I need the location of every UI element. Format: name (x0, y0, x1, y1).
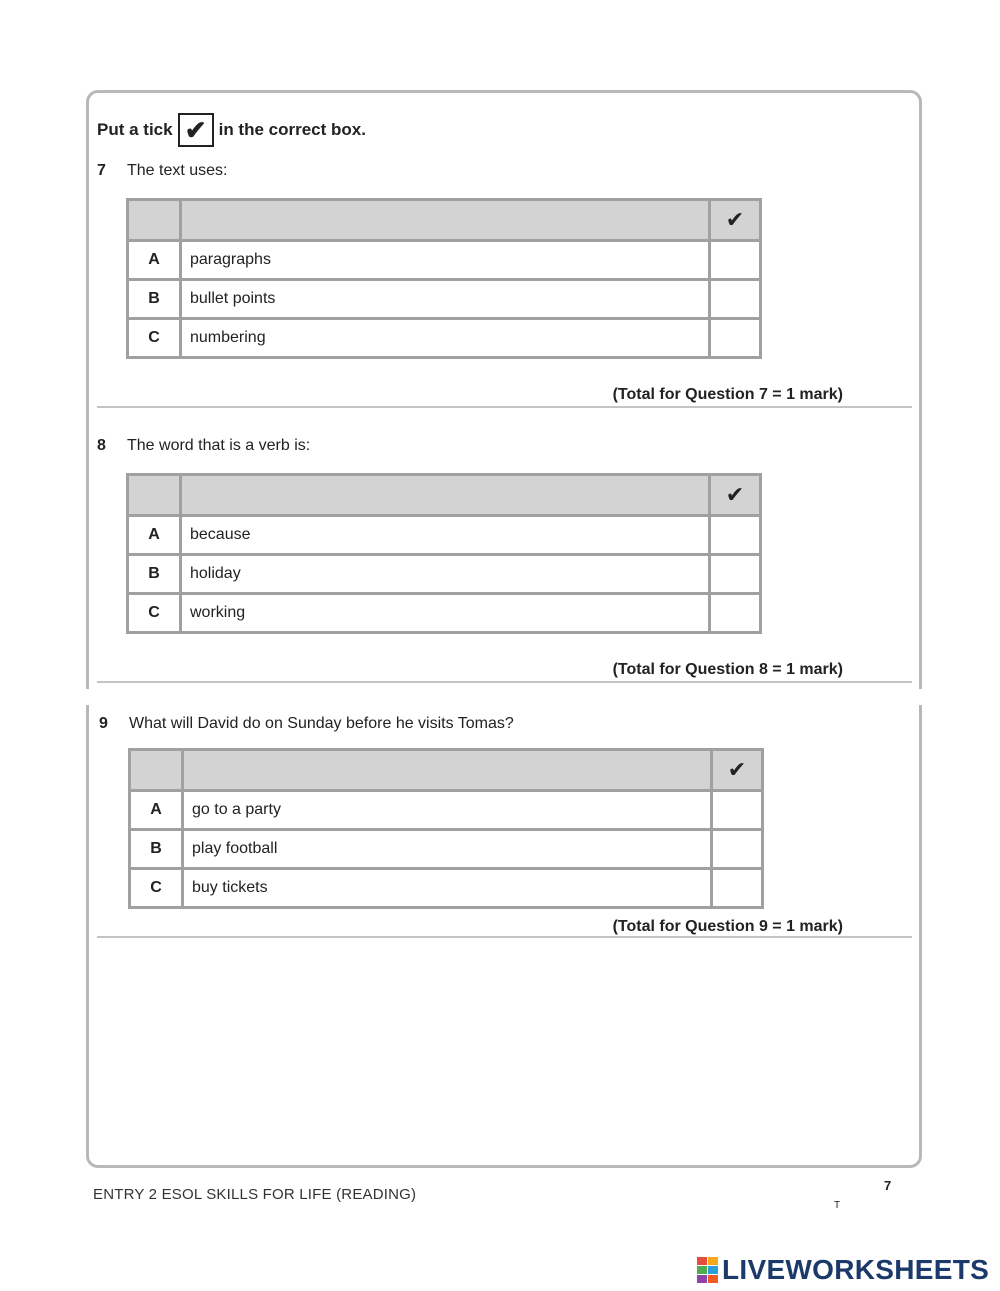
tick-box-8a[interactable] (710, 516, 761, 555)
option-row-c (128, 594, 761, 633)
option-letter: C (130, 869, 183, 908)
option-row-c (130, 869, 763, 908)
tick-box-8b[interactable] (710, 555, 761, 594)
question-prompt: The text uses: (127, 162, 228, 179)
logo-block (708, 1266, 718, 1274)
tick-box-7c[interactable] (710, 319, 761, 358)
logo-block (708, 1275, 718, 1283)
question-7 (97, 162, 228, 180)
question-9 (99, 715, 514, 733)
footer-title: ENTRY 2 ESOL SKILLS FOR LIFE (READING) (93, 1186, 417, 1203)
tick-header-icon: ✔ (712, 750, 763, 791)
option-row-a (128, 241, 761, 280)
question-number: 7 (97, 162, 106, 179)
question-prompt: What will David do on Sunday before he visits Tomas? (129, 715, 514, 732)
option-row-b (128, 280, 761, 319)
option-letter: C (128, 594, 181, 633)
option-text: go to a party (183, 791, 712, 830)
option-text: working (181, 594, 710, 633)
option-letter: C (128, 319, 181, 358)
question-total: (Total for Question 8 = 1 mark) (612, 661, 843, 678)
table-header-row (128, 475, 761, 516)
options-table-q7 (126, 198, 762, 359)
tick-box-9a[interactable] (712, 791, 763, 830)
instruction-after: in the correct box. (218, 120, 366, 139)
tick-box-7b[interactable] (710, 280, 761, 319)
option-row-b (128, 555, 761, 594)
option-text: because (181, 516, 710, 555)
question-8 (97, 437, 310, 455)
instruction-before: Put a tick (97, 120, 173, 139)
instruction (97, 113, 366, 147)
brand-name: LIVEWORKSHEETS (722, 1254, 990, 1285)
question-total: (Total for Question 7 = 1 mark) (612, 386, 843, 403)
question-number: 9 (99, 715, 108, 732)
logo-block (708, 1257, 718, 1265)
option-text: bullet points (181, 280, 710, 319)
option-letter: A (128, 516, 181, 555)
tick-box-7a[interactable] (710, 241, 761, 280)
options-table-q9 (128, 748, 764, 909)
tick-box-8c[interactable] (710, 594, 761, 633)
logo-block (697, 1275, 707, 1283)
options-table-q8 (126, 473, 762, 634)
option-letter: B (128, 280, 181, 319)
question-prompt: The word that is a verb is: (127, 437, 311, 454)
footer-mark: T (834, 1200, 841, 1211)
page-number: 7 (884, 1178, 892, 1193)
tick-header-icon: ✔ (710, 475, 761, 516)
tick-icon: ✔ (178, 113, 214, 147)
tick-header-icon: ✔ (710, 200, 761, 241)
tick-box-9c[interactable] (712, 869, 763, 908)
divider (97, 681, 912, 683)
table-header-row (130, 750, 763, 791)
option-text: buy tickets (183, 869, 712, 908)
liveworksheets-logo-icon (697, 1257, 718, 1283)
option-text: paragraphs (181, 241, 710, 280)
option-row-a (128, 516, 761, 555)
question-total: (Total for Question 9 = 1 mark) (612, 918, 843, 935)
option-letter: A (130, 791, 183, 830)
option-letter: B (130, 830, 183, 869)
divider (97, 406, 912, 408)
divider (97, 936, 912, 938)
option-row-c (128, 319, 761, 358)
tick-box-9b[interactable] (712, 830, 763, 869)
logo-block (697, 1257, 707, 1265)
table-header-row (128, 200, 761, 241)
option-text: holiday (181, 555, 710, 594)
option-row-b (130, 830, 763, 869)
option-letter: B (128, 555, 181, 594)
question-number: 8 (97, 437, 106, 454)
logo-block (697, 1266, 707, 1274)
option-letter: A (128, 241, 181, 280)
option-text: play football (183, 830, 712, 869)
option-row-a (130, 791, 763, 830)
option-text: numbering (181, 319, 710, 358)
liveworksheets-brand (697, 1254, 989, 1286)
page-break-gap (82, 689, 928, 705)
